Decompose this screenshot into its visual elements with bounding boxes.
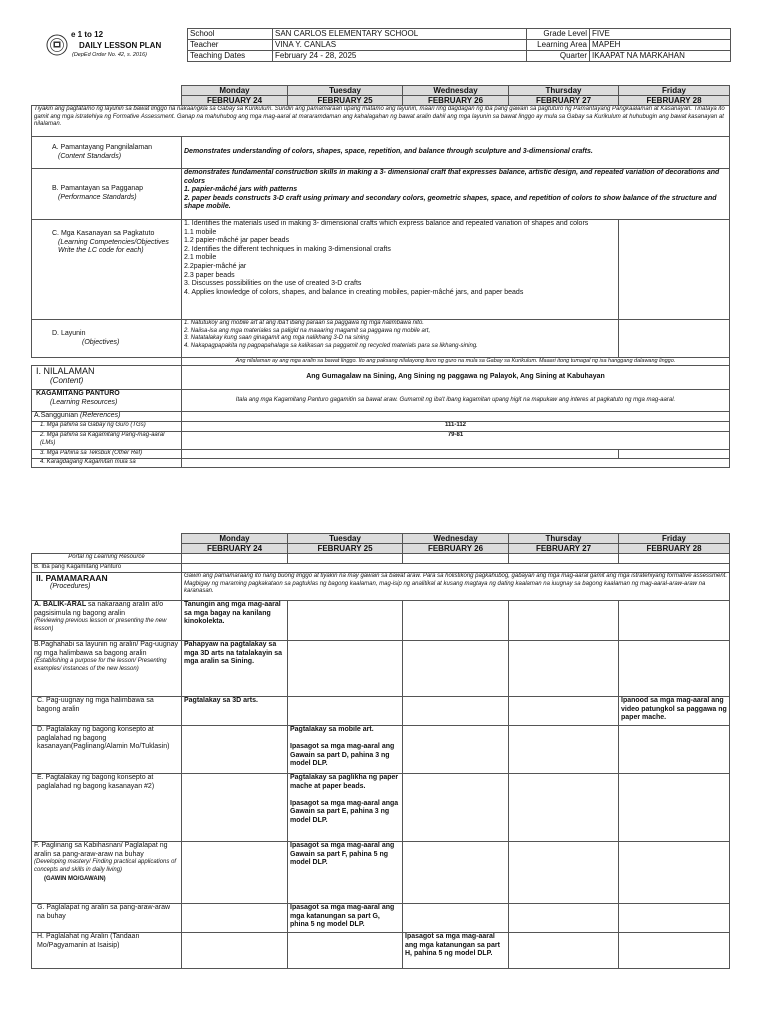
proc-f-wed [403, 842, 509, 904]
date-thursday: FEBRUARY 27 [509, 96, 619, 106]
proc-b-label: B.Paghahabi sa layunin ng aralin/ Pag-uugnay ng mga halimbawa sa bagong aralin (Establishing a purpose for the lesson/ Presenting examples/ instances of the new lesson) [32, 641, 182, 697]
proc-d-tue: Pagtalakay sa mobile art. Ipasagot sa mga mag-aaral ang Gawain sa part D, pahina 3 ng model DLP. [288, 726, 403, 774]
ref-additional-value [182, 459, 730, 468]
proc-c-fri: Ipanood sa mga mag-aaral ang video patungkol sa paggawa ng paper mache. [619, 697, 730, 726]
day2-tuesday: Tuesday [288, 534, 403, 544]
page-title: DAILY LESSON PLAN [79, 41, 162, 50]
portal-label: Portal ng Learning Resource [32, 554, 182, 564]
proc-h-thu [509, 933, 619, 969]
day2-monday: Monday [182, 534, 288, 544]
proc-f-label: F. Paglinang sa Kabihasnan/ Paglalapat ng aralin sa pang-araw-araw na buhay (Developing mastery/ Finding practical applications of concepts and skills in daily living) (GAWIN MO/GAWAIN) [32, 842, 182, 904]
ref-tg-value: 111-112 [182, 422, 730, 432]
day-friday: Friday [619, 86, 730, 96]
content-standards-label: A. Pamantayang Pangnilalaman (Content Standards) [32, 137, 182, 169]
proc-d-mon [182, 726, 288, 774]
proc-d-fri [619, 726, 730, 774]
header-block [30, 28, 760, 64]
nilalaman-label: I. NILALAMAN (Content) [32, 366, 182, 390]
proc-f-mon [182, 842, 288, 904]
proc-b-wed [403, 641, 509, 697]
proc-f-fri [619, 842, 730, 904]
objectives-value: 1. Natutukoy ang mobile art at ang iba't ibang paraan sa paggawa ng mga halimbawa nito. 2. Naiisa-isa ang mga materiales sa paligid na maaaring magamit sa paggawa ng mobile art, 3. Natatalakay kung saan ginagamit ang mga nalikhang 3-D na sining 4. Nakapagpapakita ng pagpapahalaga sa kalikasan sa paggamit ng recycled materials para sa likhang-sining. [182, 320, 619, 358]
proc-a-fri [619, 601, 730, 641]
lesson-plan-table-2 [31, 533, 730, 969]
proc-b-thu [509, 641, 619, 697]
learning-competencies-label: C. Mga Kasanayan sa Pagkatuto (Learning Competencies/Objectives Write the LC code for each) [32, 220, 182, 320]
proc-g-thu [509, 904, 619, 933]
proc-h-label: H. Paglalahat ng Aralin (Tandaan Mo/Pagyamanin at Isaisip) [32, 933, 182, 969]
learning-area-label: Learning Area [527, 40, 590, 51]
date2-friday: FEBRUARY 28 [619, 544, 730, 554]
proc-e-tue: Pagtalakay sa paglikha ng paper mache at paper beads. Ipasagot sa mga mag-aaral anga Gawain sa part E, pahina 3 ng model DLP. [288, 774, 403, 842]
pamamaraan-note: Gawin ang pamamaraang ito nang buong linggo at tiyakin na may gawain sa bawat araw. Para sa holistikong pagkahubog, gabayan ang mga mag-aaral gamit ang mga istratehiyang formative assessment. Magbigay ng maraming pagkakataon sa pagtuklas ng bagong kaalaman, mag-isip ng analitikal at kusang magtaya ng dating kaalaman na iuugnay sa bagong kaalaman ng mag-aaral-araw-araw na karanasan. [182, 573, 730, 601]
proc-f-thu [509, 842, 619, 904]
date2-tuesday: FEBRUARY 25 [288, 544, 403, 554]
grade-level-label: Grade Level [527, 29, 590, 40]
date-monday: FEBRUARY 24 [182, 96, 288, 106]
sanggunian-label: A.Sanggunian (References) [32, 412, 182, 422]
day-wednesday: Wednesday [403, 86, 509, 96]
proc-h-wed: Ipasagot sa mga mag-aaral ang mga katanungan sa part H, pahina 5 ng model DLP. [403, 933, 509, 969]
proc-g-wed [403, 904, 509, 933]
content-standards-value: Demonstrates understanding of colors, shapes, space, repetition, and balance through sculpture and 3-dimensional crafts. [182, 137, 730, 169]
proc-e-wed [403, 774, 509, 842]
proc-e-mon [182, 774, 288, 842]
grade-level-value: FIVE [590, 29, 731, 40]
day-monday: Monday [182, 86, 288, 96]
proc-c-mon: Pagtalakay sa 3D arts. [182, 697, 288, 726]
ref-textbook-value [182, 450, 619, 459]
date-friday: FEBRUARY 28 [619, 96, 730, 106]
performance-standards-value: demonstrates fundamental construction skills in making a 3- dimensional craft that expresses balance, artistic design, and repeated variation of decorations and colors 1. papier-mâché jars with patterns 2. paper beads constructs 3-D craft using primary and secondary colors, geometric shapes, space, and repetition of colors to show balance of the structure and shape mobile. [182, 169, 730, 220]
quarter-value: IKAAPAT NA MARKAHAN [590, 51, 731, 62]
day2-thursday: Thursday [509, 534, 619, 544]
ref-additional-label: 4. Karagdagang Kagamitan mula sa [32, 459, 182, 468]
school-label: School [188, 29, 273, 40]
proc-e-thu [509, 774, 619, 842]
proc-h-tue [288, 933, 403, 969]
proc-a-mon: Tanungin ang mga mag-aaral sa mga bagay na kanilang kinokolekta. [182, 601, 288, 641]
learning-area-value: MAPEH [590, 40, 731, 51]
kagamitan-label: KAGAMITANG PANTURO (Learning Resources) [32, 390, 182, 412]
date2-monday: FEBRUARY 24 [182, 544, 288, 554]
ref-textbook-label: 3. Mga Pahina sa Teksbuk (Other Ref) [32, 450, 182, 459]
deped-seal-icon [46, 34, 68, 56]
proc-f-tue: Ipasagot sa mga mag-aaral ang Gawain sa part F, pahina 5 ng model DLP. [288, 842, 403, 904]
learning-competencies-value: 1. Identifies the materials used in making 3- dimensional crafts which express balance and repeated variation of shapes and colors 1.1 mobile 1.2 papier-mâché jar paper beads 2. Identifies the different techniques in making 3-dimensional crafts 2.1 mobile 2.2papier-mâché jar 2.3 paper beads 3. Discusses possibilities on the use of created 3-D crafts 4. Applies knowledge of colors, shapes, and balance in creating mobiles, papier-mâché jars, and paper beads [182, 220, 619, 320]
proc-a-tue [288, 601, 403, 641]
teacher-label: Teacher [188, 40, 273, 51]
quarter-label: Quarter [527, 51, 590, 62]
proc-d-thu [509, 726, 619, 774]
day2-friday: Friday [619, 534, 730, 544]
nilalaman-value: Ang Gumagalaw na Sining, Ang Sining ng paggawa ng Palayok, Ang Sining at Kabuhayan [182, 366, 730, 390]
proc-d-wed [403, 726, 509, 774]
proc-c-thu [509, 697, 619, 726]
proc-e-label: E. Pagtalakay ng bagong konsepto at paglalahad ng bagong kasanayan #2) [32, 774, 182, 842]
proc-a-wed [403, 601, 509, 641]
sanggunian-value [182, 412, 730, 422]
proc-a-thu [509, 601, 619, 641]
proc-h-mon [182, 933, 288, 969]
lesson-plan-table-1 [31, 85, 730, 468]
date-wednesday: FEBRUARY 26 [403, 96, 509, 106]
objectives-note: Tiyakin ang pagtatamo ng layunin sa bawat linggo na nakaangkla sa Gabay sa Kurikulum. Sundin ang pamamaraan upang matamo ang layunin, maari ring dagdagan ng iba pang gawain sa pagtuturo ng Pamantayang Pangkaalaman at Kasanayan. Tinataya ito gamit ang mga istratehiya ng Formative Assessment. Ganap na mahuhubog ang mga mag-aaral at mararamdaman ang kahalagahan ng bawat aralin dahil ang mga layunin sa bawat linggo ay mula sa Gabay sa Kurikulum at huhubugin ang bawat kasanayan at nilalaman. [32, 106, 730, 137]
teaching-dates-value: February 24 - 28, 2025 [273, 51, 527, 62]
proc-b-mon: Pahapyaw na pagtalakay sa mga 3D arts na tatalakayin sa mga aralin sa Sining. [182, 641, 288, 697]
performance-standards-label: B. Pamantayan sa Pagganap (Performance Standards) [32, 169, 182, 220]
day2-wednesday: Wednesday [403, 534, 509, 544]
proc-b-tue [288, 641, 403, 697]
competencies-friday-cell [619, 220, 730, 320]
proc-g-fri [619, 904, 730, 933]
nilalaman-note: Ang nilalaman ay ang mga aralin sa bawat linggo. Ito ang paksang nilalayong ituro ng guro na mula sa Gabay sa Kurikulum. Maaari itong tumagal ng isa hanggang dalawang linggo. [182, 358, 730, 366]
proc-d-label: D. Pagtalakay ng bagong konsepto at paglalahad ng bagong kasanayan(Paglinang/Alamin Mo/Tuklasin) [32, 726, 182, 774]
date-tuesday: FEBRUARY 25 [288, 96, 403, 106]
deped-order: (DepEd Order No. 42, s. 2016) [72, 52, 147, 58]
proc-e-fri [619, 774, 730, 842]
pamamaraan-label: II. PAMAMARAAN (Procedures) [32, 573, 182, 601]
proc-c-label: C. Pag-uugnay ng mga halimbawa sa bagong aralin [32, 697, 182, 726]
ref-lm-value: 79-81 [182, 432, 730, 450]
teaching-dates-label: Teaching Dates [188, 51, 273, 62]
proc-c-tue [288, 697, 403, 726]
proc-g-mon [182, 904, 288, 933]
day-tuesday: Tuesday [288, 86, 403, 96]
proc-b-fri [619, 641, 730, 697]
objectives-friday-cell [619, 320, 730, 358]
kagamitan-value: Itala ang mga Kagamitang Panturo gagamitin sa bawat araw. Gumamit ng iba't ibang kagamitan upang higit na mapukaw ang interes at pagkatuto ng mga mag-aaral. [182, 390, 730, 412]
objectives-label: D. Layunin (Objectives) [32, 320, 182, 358]
header-info-table [187, 28, 731, 62]
date2-wednesday: FEBRUARY 26 [403, 544, 509, 554]
proc-a-label: A. BALIK-ARAL sa nakaraang aralin at/o pagsisimula ng bagong aralin (Reviewing previous lesson or presenting the new lesson) [32, 601, 182, 641]
school-value: SAN CARLOS ELEMENTARY SCHOOL [273, 29, 527, 40]
ref-lm-label: 2. Mga pahina sa Kagamitang Pang-mag-aaral (LMs) [32, 432, 182, 450]
proc-h-fri [619, 933, 730, 969]
proc-c-wed [403, 697, 509, 726]
teacher-value: VINA Y. CANLAS [273, 40, 527, 51]
date2-thursday: FEBRUARY 27 [509, 544, 619, 554]
proc-g-label: G. Paglalapat ng aralin sa pang-araw-araw na buhay [32, 904, 182, 933]
proc-g-tue: Ipasagot sa mga mag-aaral ang mga katanungan sa part G, phina 5 ng model DLP. [288, 904, 403, 933]
grade-range: e 1 to 12 [71, 30, 104, 39]
iba-pang-label: B. Iba pang Kagamitang Panturo [32, 564, 182, 573]
ref-tg-label: 1. Mga pahina sa Gabay ng Guro (TGs) [32, 422, 182, 432]
day-thursday: Thursday [509, 86, 619, 96]
